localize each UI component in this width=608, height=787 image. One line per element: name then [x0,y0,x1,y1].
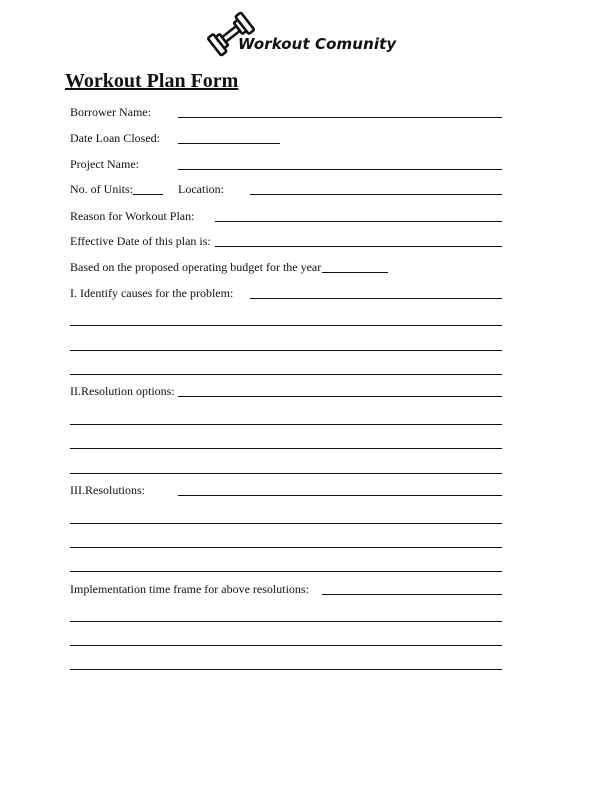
no-of-units-field[interactable] [133,194,163,195]
date-loan-closed-field[interactable] [178,143,280,144]
resolutions-line[interactable] [70,571,502,572]
timeframe-label: Implementation time frame for above resolutions: [70,582,309,596]
resolutions-line[interactable] [70,547,502,548]
location-label: Location: [178,182,224,196]
no-of-units-label: No. of Units: [70,182,133,196]
effective-date-field[interactable] [215,246,502,247]
timeframe-line[interactable] [70,621,502,622]
location-field[interactable] [250,194,502,195]
borrower-name-label: Borrower Name: [70,105,151,119]
effective-date-label: Effective Date of this plan is: [70,234,211,248]
resolution-options-line[interactable] [70,424,502,425]
resolutions-line[interactable] [70,523,502,524]
resolution-options-field[interactable] [178,396,502,397]
causes-line[interactable] [70,350,502,351]
timeframe-line[interactable] [70,645,502,646]
date-loan-closed-label: Date Loan Closed: [70,131,160,145]
project-name-field[interactable] [178,169,502,170]
reason-label: Reason for Workout Plan: [70,209,195,223]
logo-text: Workout Comunity [238,35,397,53]
borrower-name-field[interactable] [178,117,502,118]
resolution-options-line[interactable] [70,473,502,474]
resolutions-field[interactable] [178,495,502,496]
resolutions-label: III.Resolutions: [70,483,145,497]
project-name-label: Project Name: [70,157,139,171]
logo [205,8,395,60]
resolution-options-line[interactable] [70,448,502,449]
reason-field[interactable] [215,221,502,222]
causes-line[interactable] [70,325,502,326]
causes-label: I. Identify causes for the problem: [70,286,234,300]
causes-line[interactable] [70,374,502,375]
causes-field[interactable] [250,298,502,299]
timeframe-line[interactable] [70,669,502,670]
budget-year-field[interactable] [322,272,388,273]
page-title: Workout Plan Form [65,70,239,92]
budget-year-label: Based on the proposed operating budget for the year [70,260,322,274]
timeframe-field[interactable] [322,594,502,595]
resolution-options-label: II.Resolution options: [70,384,175,398]
